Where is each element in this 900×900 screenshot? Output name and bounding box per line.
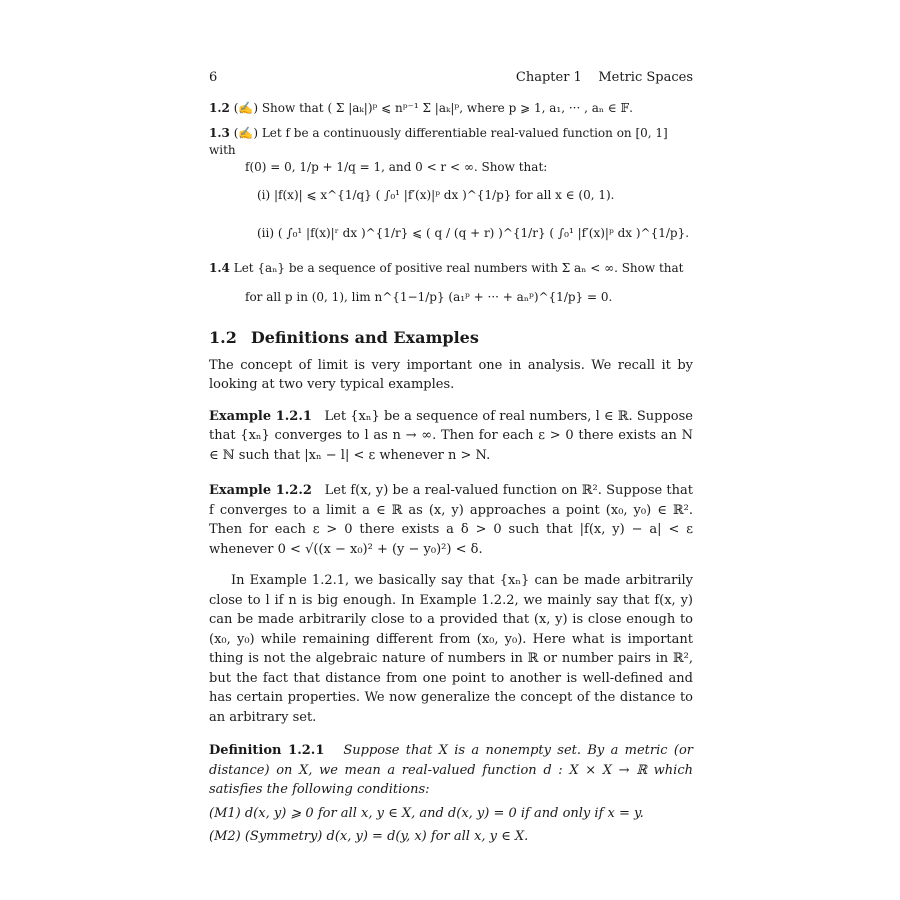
example-1-2-2 — [209, 481, 693, 559]
exercise-1-3-item-i: (i) |f(x)| ⩽ x^{1/q} ( ∫₀¹ |f′(x)|ᵖ dx )^{1/p} for all x ∈ (0, 1). — [257, 188, 615, 202]
exercise-number: 1.3 — [209, 126, 230, 140]
exercise-1-3 — [209, 125, 693, 159]
example-label: Example 1.2.1 — [209, 408, 312, 424]
definition-1-2-1 — [209, 741, 693, 800]
page-header — [209, 68, 693, 90]
definition-text: Suppose that X is a nonempty set. By a metric (or distance) on X, we mean a real-valued function d : X × X → ℝ which satisfies the following conditions: — [209, 743, 693, 797]
section-heading — [209, 328, 693, 348]
definition-condition-m2: (M2) (Symmetry) d(x, y) = d(y, x) for all x, y ∈ X. — [209, 829, 529, 844]
definition-label: Definition 1.2.1 — [209, 743, 325, 758]
page — [209, 68, 693, 847]
chapter-title: Chapter 1 Metric Spaces — [515, 70, 693, 85]
exercise-1-3-line2: f(0) = 0, 1/p + 1/q = 1, and 0 < r < ∞. Show that: — [245, 160, 548, 174]
exercise-1-2 — [209, 100, 693, 117]
exercise-1-4-line2: for all p in (0, 1), lim n^{1−1/p} (a₁ᵖ + ··· + aₙᵖ)^{1/p} = 0. — [245, 290, 613, 304]
page-number: 6 — [209, 70, 218, 85]
example-label: Example 1.2.2 — [209, 483, 312, 498]
definition-condition-m1: (M1) d(x, y) ⩾ 0 for all x, y ∈ X, and d(x, y) = 0 if and only if x = y. — [209, 805, 644, 821]
exercise-text: (✍) Show that ( Σ |aₖ|)ᵖ ⩽ nᵖ⁻¹ Σ |aₖ|ᵖ, where p ⩾ 1, a₁, ··· , aₙ ∈ 𝔽. — [233, 101, 633, 115]
exercise-1-4 — [209, 260, 693, 277]
exercise-1-3-item-ii: (ii) ( ∫₀¹ |f(x)|ʳ dx )^{1/r} ⩽ ( q / (q + r) )^{1/r} ( ∫₀¹ |f′(x)|ᵖ dx )^{1/p}. — [257, 226, 690, 240]
section-number: 1.2 — [209, 328, 237, 347]
example-1-2-1 — [209, 407, 693, 466]
exercise-number: 1.4 — [209, 261, 230, 275]
exercise-text-line1: (✍) Let f be a continuously differentiable real-valued function on [0, 1] with — [209, 126, 668, 157]
example-text: Let f(x, y) be a real-valued function on ℝ². Suppose that f converges to a limit a ∈ ℝ as (x, y) approaches a point (x₀, y₀) ∈ ℝ². Then for each ε > 0 there exists a δ > 0 such that |f(x, y) − a| < ε whenever 0 < √((x − x₀)² + (y − y₀)²) < δ. — [209, 483, 693, 557]
discussion-paragraph: In Example 1.2.1, we basically say that {xₙ} can be made arbitrarily close to l if n is big enough. In Example 1.2.2, we mainly say that f(x, y) can be made arbitrarily close to a provided that (x, y) is close enough to (x₀, y₀) while remaining different from (x₀, y₀). Here what is important thing is not the algebraic nature of numbers in ℝ or number pairs in ℝ², but the fact that distance from one point to another is well-defined and has certain properties. We now generalize the concept of the distance to an arbitrary set. — [209, 573, 693, 725]
exercise-text-line1: Let {aₙ} be a sequence of positive real numbers with Σ aₙ < ∞. Show that — [233, 261, 684, 275]
intro-paragraph: The concept of limit is very important one in analysis. We recall it by looking at two very typical examples. — [209, 357, 693, 392]
example-text: Let {xₙ} be a sequence of real numbers, l ∈ ℝ. Suppose that {xₙ} converges to l as n → ∞. Then for each ε > 0 there exists an N ∈ ℕ such that |xₙ − l| < ε whenever n > N. — [209, 408, 693, 463]
exercise-number: 1.2 — [209, 101, 230, 115]
section-title: Definitions and Examples — [250, 328, 479, 347]
